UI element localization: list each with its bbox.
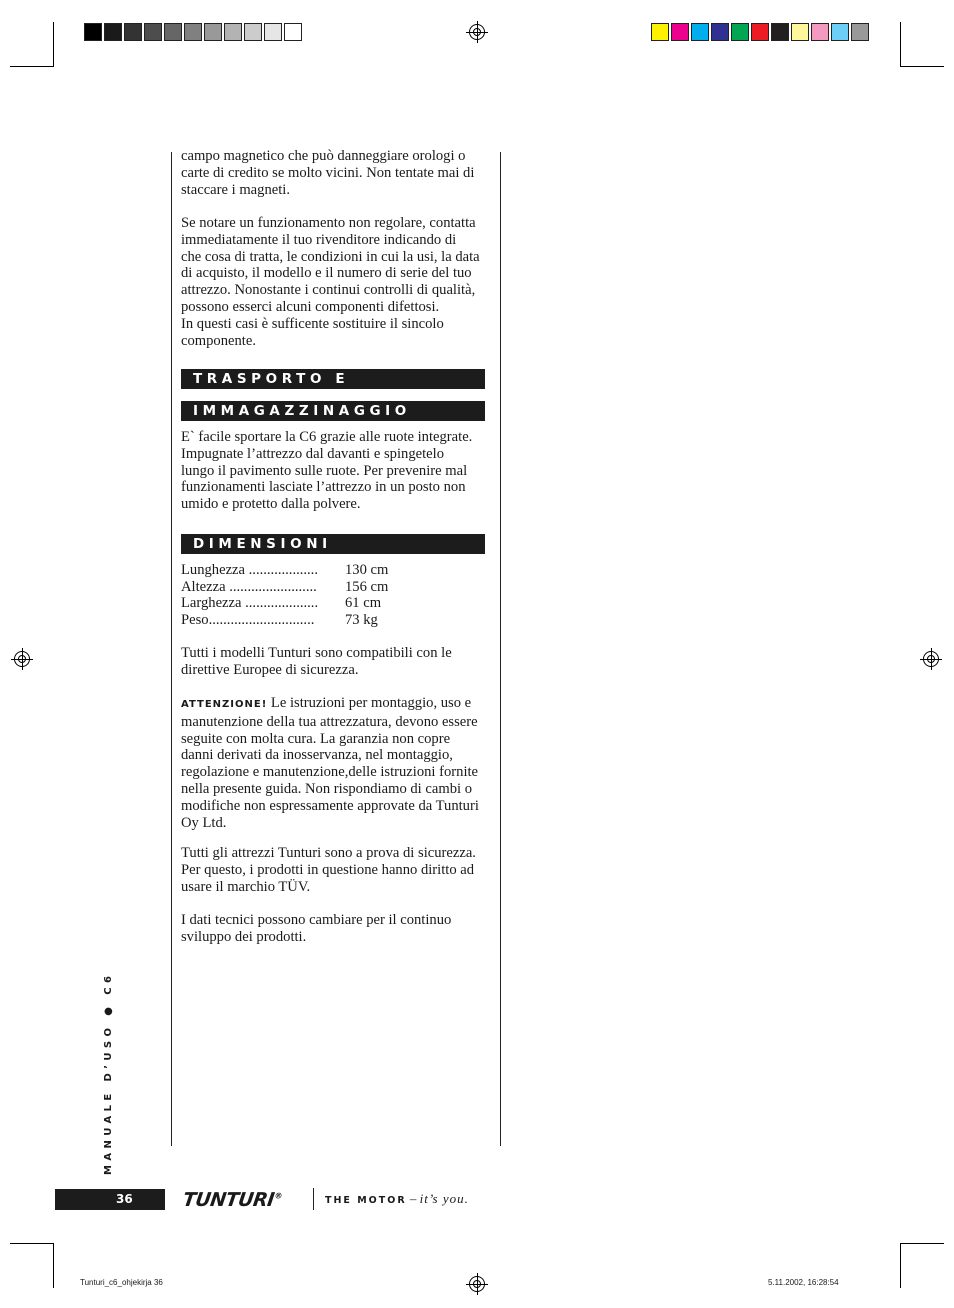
dimension-label: Altezza ........................ (181, 579, 317, 595)
tuv-paragraph: Tutti gli attrezzi Tunturi sono a prova di sicurezza. Per questo, i prodotti in questione hanno diritto ad usare il marchio TÜV. (181, 845, 476, 895)
tunturi-logo (181, 1189, 282, 1211)
section-heading-transport: TRASPORTO E (181, 369, 485, 389)
footer-divider (313, 1188, 314, 1210)
column-rule-left (171, 152, 172, 1146)
gray-swatch (124, 23, 142, 41)
gray-swatch (104, 23, 122, 41)
color-swatch (671, 23, 689, 41)
section-heading-dimensions: DIMENSIONI (181, 534, 485, 554)
tagline-dash: – (406, 1191, 420, 1206)
dimension-label: Lunghezza ................... (181, 562, 318, 578)
dimension-value: 73 kg (345, 612, 378, 628)
gray-swatch (184, 23, 202, 41)
attention-text: Le istruzioni per montaggio, uso e manutenzione della tua attrezzatura, devono essere seguite con molta cura. La garanzia non copre danni derivati da inosservanza, nel montaggio, regolazione e manutenzione,delle istruzioni fornite nella presente guida. Non rispondiamo di cambi o modifiche non espressamente approvate da Tunturi Oy Ltd. (181, 695, 479, 831)
attention-label: ATTENZIONE! (181, 699, 268, 710)
gray-swatch (164, 23, 182, 41)
malfunction-paragraph: Se notare un funzionamento non regolare, contatta immediatamente il tuo rivenditore indicando di che cosa di tratta, le condizioni in cui la usi, la data di acquisto, il modello e il numero di serie del tuo attrezzo. Nonostante i continui controlli di qualità, possono esserci alcuni componenti difettosi. In questi casi è sufficente sostituire il sincolo componente. (181, 215, 480, 349)
dimension-row (181, 579, 485, 596)
slug-filename: Tunturi_c6_ohjekirja 36 (80, 1278, 163, 1287)
dimension-value: 156 cm (345, 579, 389, 595)
gray-swatch (244, 23, 262, 41)
tagline-motor: THE MOTOR (325, 1195, 407, 1206)
gray-swatch (264, 23, 282, 41)
crop-mark (900, 66, 944, 67)
logo-text: TUNTURI (181, 1189, 276, 1211)
dimension-row (181, 595, 485, 612)
registration-mark-icon (923, 651, 939, 667)
crop-mark (10, 1243, 54, 1244)
gray-swatch (224, 23, 242, 41)
dimension-label: Peso............................. (181, 612, 315, 628)
compatibility-paragraph: Tutti i modelli Tunturi sono compatibili con le direttive Europee di sicurezza. (181, 645, 452, 678)
registered-mark: ® (273, 1191, 283, 1201)
dimension-row (181, 612, 485, 629)
gray-swatch (284, 23, 302, 41)
gray-swatch (84, 23, 102, 41)
transport-paragraph: E` facile sportare la C6 grazie alle ruote integrate. Impugnate l’attrezzo dal davanti e spingetelo lungo il pavimento sulle ruote. Per prevenire mal funzionamenti lasciate l’attrezzo in un posto non umido e protetto dalla polvere. (181, 429, 473, 513)
intro-paragraph: campo magnetico che può danneggiare orologi o carte di credito se molto vicini. Non tentate mai di staccare i magneti. (181, 148, 475, 198)
crop-mark (53, 1243, 54, 1288)
dimension-row (181, 562, 485, 579)
registration-mark-icon (14, 651, 30, 667)
color-swatch (771, 23, 789, 41)
attention-paragraph (181, 695, 485, 831)
registration-mark-icon (469, 1276, 485, 1292)
manual-side-label: MANUALE D’USO ● C6 (103, 971, 114, 1175)
crop-mark (10, 66, 54, 67)
color-swatch (651, 23, 669, 41)
crop-mark (53, 22, 54, 67)
color-swatch (851, 23, 869, 41)
slug-timestamp: 5.11.2002, 16:28:54 (768, 1278, 839, 1287)
gray-swatch (144, 23, 162, 41)
column-rule-right (500, 152, 501, 1146)
specs-paragraph: I dati tecnici possono cambiare per il continuo sviluppo dei prodotti. (181, 912, 452, 945)
dimension-label: Larghezza .................... (181, 595, 319, 611)
dimension-value: 130 cm (345, 562, 389, 578)
gray-swatch (204, 23, 222, 41)
color-swatch (751, 23, 769, 41)
section-heading-storage: IMMAGAZZINAGGIO (181, 401, 485, 421)
color-swatch (831, 23, 849, 41)
crop-mark (900, 1243, 944, 1244)
tagline-you: it’s you. (419, 1191, 469, 1206)
registration-mark-icon (469, 24, 485, 40)
color-swatch (691, 23, 709, 41)
color-swatch (811, 23, 829, 41)
dimension-value: 61 cm (345, 595, 382, 611)
page-number: 36 (55, 1189, 165, 1210)
color-swatch (791, 23, 809, 41)
color-swatch (711, 23, 729, 41)
color-swatch (731, 23, 749, 41)
crop-mark (900, 1243, 901, 1288)
crop-mark (900, 22, 901, 67)
tagline (325, 1191, 469, 1207)
